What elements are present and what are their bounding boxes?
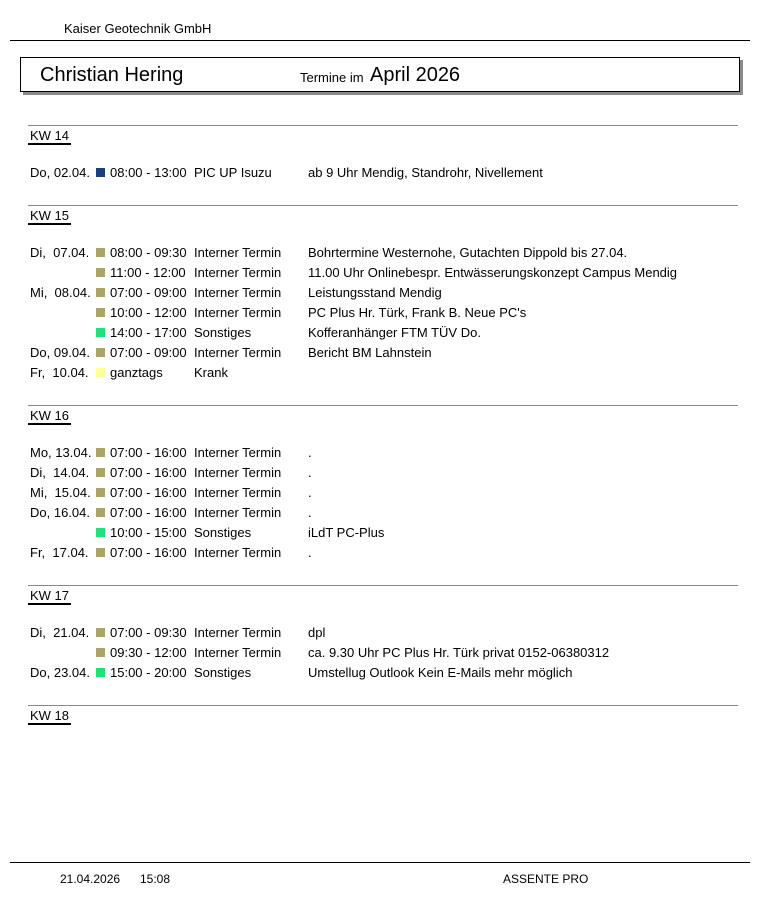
appointment-row[interactable] — [28, 443, 738, 463]
appointment-type: Krank — [194, 365, 228, 380]
appointment-time: 07:00 - 09:00 — [110, 285, 187, 300]
appointment-time: 08:00 - 09:30 — [110, 245, 187, 260]
footer-divider — [10, 862, 750, 863]
appointment-description: . — [308, 545, 312, 560]
week-label: KW 16 — [30, 408, 70, 423]
category-color-marker — [96, 548, 105, 557]
appointment-time: 09:30 - 12:00 — [110, 645, 187, 660]
appointment-description: Umstellug Outlook Kein E-Mails mehr möglich — [308, 665, 573, 680]
appointment-row[interactable] — [28, 543, 738, 563]
appointment-day: Do, 02.04. — [30, 165, 90, 180]
appointment-time: 07:00 - 16:00 — [110, 545, 187, 560]
appointment-row[interactable] — [28, 303, 738, 323]
appointment-type: Sonstiges — [194, 325, 252, 340]
appointment-type: PIC UP Isuzu — [194, 165, 272, 180]
week-label: KW 14 — [30, 128, 70, 143]
category-color-marker — [96, 288, 105, 297]
appointment-description: iLdT PC-Plus — [308, 525, 385, 540]
month-label: Termine im — [300, 70, 364, 85]
appointment-description: . — [308, 465, 312, 480]
category-color-marker — [96, 248, 105, 257]
week-section — [28, 585, 738, 680]
appointment-description: . — [308, 505, 312, 520]
print-date: 21.04.2026 — [60, 872, 121, 886]
appointment-day: Do, 23.04. — [30, 665, 90, 680]
appointment-row[interactable] — [28, 483, 738, 503]
appointment-type: Sonstiges — [194, 525, 252, 540]
appointment-description: PC Plus Hr. Türk, Frank B. Neue PC's — [308, 305, 527, 320]
category-color-marker — [96, 268, 105, 277]
appointment-day: Di, 14.04. — [30, 465, 90, 480]
appointment-description: dpl — [308, 625, 326, 640]
print-time: 15:08 — [140, 872, 171, 886]
person-name: Christian Hering — [40, 64, 184, 86]
header-divider — [10, 40, 750, 41]
appointment-description: 11.00 Uhr Onlinebespr. Entwässerungskonzept Campus Mendig — [308, 265, 678, 280]
appointment-description: Bohrtermine Westernohe, Gutachten Dippold bis 27.04. — [308, 245, 628, 260]
company-name: Kaiser Geotechnik GmbH — [64, 21, 212, 36]
week-label: KW 17 — [30, 588, 70, 603]
category-color-marker — [96, 308, 105, 317]
appointment-type: Interner Termin — [194, 285, 282, 300]
appointment-description: ab 9 Uhr Mendig, Standrohr, Nivellement — [308, 165, 543, 180]
category-color-marker — [96, 488, 105, 497]
appointment-description: . — [308, 485, 312, 500]
category-color-marker — [96, 448, 105, 457]
category-color-marker — [96, 668, 105, 677]
appointment-type: Interner Termin — [194, 465, 282, 480]
appointment-day: Di, 07.04. — [30, 245, 90, 260]
appointment-day: Fr, 17.04. — [30, 545, 89, 560]
appointment-time: 07:00 - 16:00 — [110, 465, 187, 480]
category-color-marker — [96, 168, 105, 177]
category-color-marker — [96, 368, 105, 377]
appointment-row[interactable] — [28, 283, 738, 303]
appointment-day: Mi, 08.04. — [30, 285, 91, 300]
appointment-row[interactable] — [28, 523, 738, 543]
appointment-time: 11:00 - 12:00 — [110, 265, 186, 280]
appointment-time: 07:00 - 16:00 — [110, 485, 187, 500]
appointment-row[interactable] — [28, 363, 738, 383]
appointment-row[interactable] — [28, 343, 738, 363]
appointment-type: Interner Termin — [194, 445, 282, 460]
week-divider — [28, 405, 738, 406]
appointment-row[interactable] — [28, 643, 738, 663]
appointment-time: 10:00 - 15:00 — [110, 525, 187, 540]
appointment-day: Do, 09.04. — [30, 345, 90, 360]
appointment-row[interactable] — [28, 623, 738, 643]
week-section — [28, 405, 738, 560]
appointment-time: 07:00 - 16:00 — [110, 445, 187, 460]
appointment-row[interactable] — [28, 323, 738, 343]
week-divider — [28, 705, 738, 706]
appointment-row[interactable] — [28, 663, 738, 683]
appointment-row[interactable] — [28, 463, 738, 483]
category-color-marker — [96, 508, 105, 517]
appointment-row[interactable] — [28, 243, 738, 263]
category-color-marker — [96, 328, 105, 337]
title-box — [20, 57, 740, 92]
appointment-time: 14:00 - 17:00 — [110, 325, 187, 340]
appointment-row[interactable] — [28, 163, 738, 183]
appointment-time: 07:00 - 16:00 — [110, 505, 187, 520]
appointment-type: Interner Termin — [194, 345, 282, 360]
appointment-type: Interner Termin — [194, 645, 282, 660]
appointment-description: Leistungsstand Mendig — [308, 285, 442, 300]
appointment-day: Mo, 13.04. — [30, 445, 92, 460]
appointment-time: 07:00 - 09:00 — [110, 345, 187, 360]
appointment-row[interactable] — [28, 263, 738, 283]
appointment-description: . — [308, 445, 312, 460]
appointment-day: Mi, 15.04. — [30, 485, 91, 500]
appointment-description: ca. 9.30 Uhr PC Plus Hr. Türk privat 0152-06380312 — [308, 645, 610, 660]
category-color-marker — [96, 468, 105, 477]
appointment-description: Kofferanhänger FTM TÜV Do. — [308, 325, 481, 340]
category-color-marker — [96, 348, 105, 357]
appointment-day: Do, 16.04. — [30, 505, 90, 520]
week-section — [28, 125, 738, 180]
appointment-day: Di, 21.04. — [30, 625, 90, 640]
appointment-type: Interner Termin — [194, 625, 282, 640]
appointment-type: Interner Termin — [194, 265, 282, 280]
category-color-marker — [96, 628, 105, 637]
appointment-type: Sonstiges — [194, 665, 252, 680]
week-label: KW 15 — [30, 208, 70, 223]
appointment-time: 08:00 - 13:00 — [110, 165, 187, 180]
category-color-marker — [96, 528, 105, 537]
week-section — [28, 205, 738, 380]
appointment-type: Interner Termin — [194, 305, 282, 320]
appointment-row[interactable] — [28, 503, 738, 523]
appointment-time: 07:00 - 09:30 — [110, 625, 187, 640]
appointment-time: ganztags — [110, 365, 163, 380]
appointment-time: 10:00 - 12:00 — [110, 305, 187, 320]
appointment-description: Bericht BM Lahnstein — [308, 345, 432, 360]
appointment-type: Interner Termin — [194, 485, 282, 500]
appointment-time: 15:00 - 20:00 — [110, 665, 187, 680]
week-divider — [28, 125, 738, 126]
week-section — [28, 705, 738, 723]
week-divider — [28, 205, 738, 206]
appointment-type: Interner Termin — [194, 545, 282, 560]
month-value: April 2026 — [370, 64, 461, 86]
appointment-type: Interner Termin — [194, 505, 282, 520]
week-divider — [28, 585, 738, 586]
program-name: ASSENTE PRO — [503, 872, 589, 886]
week-label: KW 18 — [30, 708, 70, 723]
appointment-type: Interner Termin — [194, 245, 282, 260]
category-color-marker — [96, 648, 105, 657]
appointment-day: Fr, 10.04. — [30, 365, 89, 380]
